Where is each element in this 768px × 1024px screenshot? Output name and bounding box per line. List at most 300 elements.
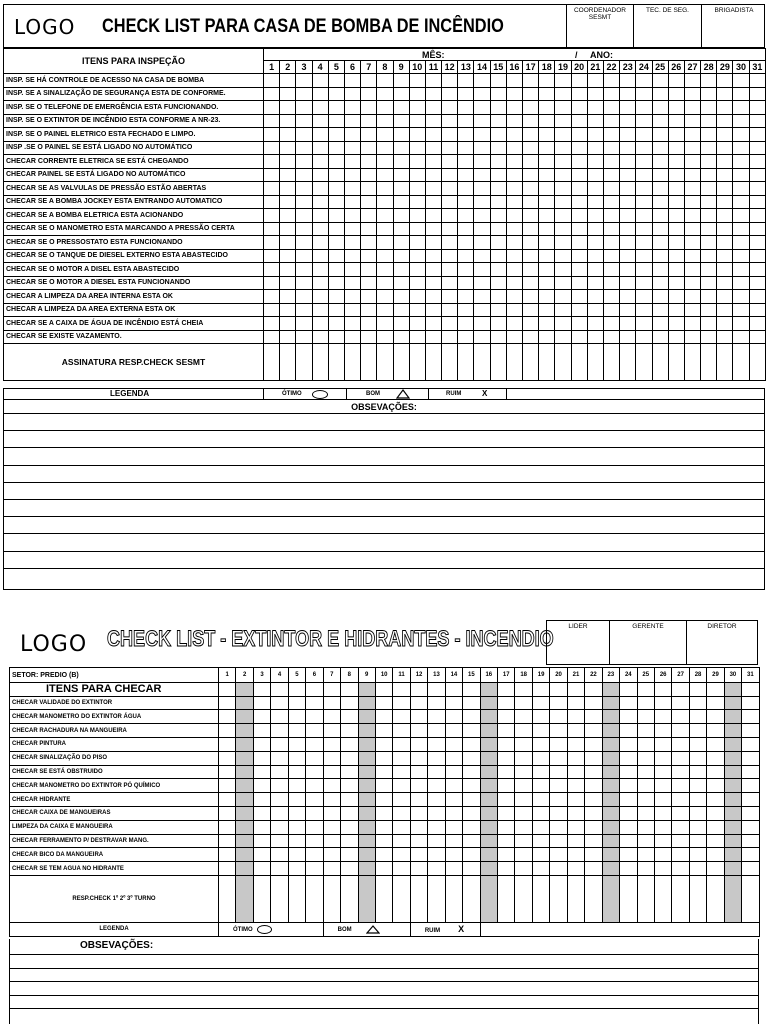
check-cell[interactable] [312,195,328,209]
check-cell[interactable] [668,87,684,101]
check-cell[interactable] [684,168,700,182]
check-cell[interactable] [620,209,636,223]
check-cell[interactable] [377,317,393,331]
check-cell[interactable] [425,101,441,115]
check-cell[interactable] [550,820,567,834]
signature-cell[interactable] [603,344,619,381]
check-cell[interactable] [498,806,515,820]
check-cell[interactable] [312,74,328,88]
check-cell[interactable] [445,834,462,848]
check-cell[interactable] [463,793,480,807]
check-cell[interactable] [328,330,344,344]
check-cell[interactable] [672,820,689,834]
signature-cell[interactable] [393,344,409,381]
check-cell[interactable] [358,765,375,779]
check-cell[interactable] [672,793,689,807]
observation-line[interactable] [4,516,764,517]
check-cell[interactable] [539,155,555,169]
observation-line[interactable] [9,954,759,955]
check-cell[interactable] [620,128,636,142]
check-cell[interactable] [490,222,506,236]
check-cell[interactable] [620,806,637,820]
check-cell[interactable] [410,820,427,834]
check-cell[interactable] [409,114,425,128]
check-cell[interactable] [620,737,637,751]
check-cell[interactable] [280,74,296,88]
check-cell[interactable] [587,290,603,304]
check-cell[interactable] [636,249,652,263]
check-cell[interactable] [620,290,636,304]
check-cell[interactable] [724,806,741,820]
observation-line[interactable] [9,981,759,982]
check-cell[interactable] [707,765,724,779]
check-cell[interactable] [603,128,619,142]
check-cell[interactable] [724,765,741,779]
check-cell[interactable] [668,195,684,209]
check-cell[interactable] [361,290,377,304]
check-cell[interactable] [361,330,377,344]
check-cell[interactable] [749,222,766,236]
check-cell[interactable] [620,249,636,263]
check-cell[interactable] [701,74,717,88]
check-cell[interactable] [733,209,749,223]
check-cell[interactable] [393,74,409,88]
check-cell[interactable] [312,182,328,196]
check-cell[interactable] [361,195,377,209]
check-cell[interactable] [264,236,280,250]
check-cell[interactable] [236,793,253,807]
check-cell[interactable] [328,168,344,182]
check-cell[interactable] [707,696,724,710]
check-cell[interactable] [620,276,636,290]
check-cell[interactable] [636,303,652,317]
check-cell[interactable] [532,806,549,820]
check-cell[interactable] [684,182,700,196]
check-cell[interactable] [654,710,671,724]
check-cell[interactable] [312,168,328,182]
check-cell[interactable] [328,290,344,304]
check-cell[interactable] [361,168,377,182]
signature-cell[interactable] [571,344,587,381]
check-cell[interactable] [550,724,567,738]
check-cell[interactable] [652,101,668,115]
check-cell[interactable] [312,128,328,142]
check-cell[interactable] [724,834,741,848]
check-cell[interactable] [749,141,766,155]
check-cell[interactable] [620,848,637,862]
check-cell[interactable] [555,303,571,317]
observation-line[interactable] [4,533,764,534]
check-cell[interactable] [523,209,539,223]
check-cell[interactable] [652,87,668,101]
signature-cell[interactable] [555,344,571,381]
check-cell[interactable] [707,862,724,876]
check-cell[interactable] [480,683,497,697]
check-cell[interactable] [689,834,706,848]
check-cell[interactable] [587,303,603,317]
check-cell[interactable] [684,249,700,263]
check-cell[interactable] [428,862,445,876]
check-cell[interactable] [602,820,619,834]
check-cell[interactable] [463,862,480,876]
check-cell[interactable] [571,87,587,101]
check-cell[interactable] [733,249,749,263]
check-cell[interactable] [620,862,637,876]
check-cell[interactable] [280,168,296,182]
check-cell[interactable] [652,155,668,169]
check-cell[interactable] [585,862,602,876]
check-cell[interactable] [312,141,328,155]
check-cell[interactable] [312,249,328,263]
check-cell[interactable] [742,765,759,779]
check-cell[interactable] [375,848,392,862]
check-cell[interactable] [288,710,305,724]
check-cell[interactable] [445,820,462,834]
check-cell[interactable] [717,330,733,344]
check-cell[interactable] [701,168,717,182]
check-cell[interactable] [717,168,733,182]
signature-box-lider[interactable]: LIDER [546,621,609,664]
check-cell[interactable] [377,222,393,236]
check-cell[interactable] [377,87,393,101]
check-cell[interactable] [724,737,741,751]
check-cell[interactable] [425,290,441,304]
check-cell[interactable] [377,141,393,155]
signature-cell[interactable] [620,344,636,381]
check-cell[interactable] [637,696,654,710]
check-cell[interactable] [288,696,305,710]
check-cell[interactable] [498,848,515,862]
check-cell[interactable] [253,683,270,697]
check-cell[interactable] [480,834,497,848]
signature-cell[interactable] [506,344,522,381]
check-cell[interactable] [555,249,571,263]
check-cell[interactable] [442,141,458,155]
check-cell[interactable] [506,195,522,209]
check-cell[interactable] [219,793,236,807]
check-cell[interactable] [636,168,652,182]
check-cell[interactable] [571,303,587,317]
check-cell[interactable] [296,168,312,182]
check-cell[interactable] [219,751,236,765]
check-cell[interactable] [749,128,766,142]
check-cell[interactable] [463,820,480,834]
check-cell[interactable] [620,141,636,155]
check-cell[interactable] [717,141,733,155]
check-cell[interactable] [620,765,637,779]
signature-cell[interactable] [515,875,532,922]
check-cell[interactable] [749,330,766,344]
check-cell[interactable] [361,128,377,142]
check-cell[interactable] [636,236,652,250]
check-cell[interactable] [555,195,571,209]
check-cell[interactable] [328,128,344,142]
signature-cell[interactable] [393,875,410,922]
check-cell[interactable] [620,330,636,344]
check-cell[interactable] [707,848,724,862]
check-cell[interactable] [742,751,759,765]
check-cell[interactable] [684,303,700,317]
check-cell[interactable] [264,222,280,236]
observation-line[interactable] [4,499,764,500]
check-cell[interactable] [602,765,619,779]
check-cell[interactable] [506,222,522,236]
check-cell[interactable] [637,751,654,765]
check-cell[interactable] [409,209,425,223]
check-cell[interactable] [328,155,344,169]
check-cell[interactable] [603,209,619,223]
check-cell[interactable] [587,168,603,182]
check-cell[interactable] [620,222,636,236]
check-cell[interactable] [271,696,288,710]
check-cell[interactable] [280,101,296,115]
check-cell[interactable] [409,168,425,182]
signature-cell[interactable] [271,875,288,922]
check-cell[interactable] [550,710,567,724]
check-cell[interactable] [707,793,724,807]
check-cell[interactable] [672,806,689,820]
check-cell[interactable] [523,222,539,236]
check-cell[interactable] [652,330,668,344]
check-cell[interactable] [458,303,474,317]
check-cell[interactable] [344,195,360,209]
check-cell[interactable] [555,141,571,155]
check-cell[interactable] [636,101,652,115]
check-cell[interactable] [236,765,253,779]
check-cell[interactable] [515,862,532,876]
check-cell[interactable] [280,317,296,331]
check-cell[interactable] [707,724,724,738]
signature-box-diretor[interactable]: DIRETOR [686,621,757,664]
check-cell[interactable] [668,236,684,250]
check-cell[interactable] [341,862,358,876]
check-cell[interactable] [236,696,253,710]
signature-cell[interactable] [288,875,305,922]
check-cell[interactable] [393,182,409,196]
check-cell[interactable] [539,128,555,142]
check-cell[interactable] [361,236,377,250]
signature-cell[interactable] [341,875,358,922]
check-cell[interactable] [341,751,358,765]
check-cell[interactable] [620,779,637,793]
check-cell[interactable] [567,696,584,710]
check-cell[interactable] [602,806,619,820]
check-cell[interactable] [306,862,323,876]
check-cell[interactable] [636,317,652,331]
check-cell[interactable] [749,317,766,331]
check-cell[interactable] [344,222,360,236]
check-cell[interactable] [490,155,506,169]
check-cell[interactable] [523,155,539,169]
check-cell[interactable] [523,87,539,101]
check-cell[interactable] [428,710,445,724]
check-cell[interactable] [458,249,474,263]
check-cell[interactable] [458,87,474,101]
check-cell[interactable] [555,290,571,304]
check-cell[interactable] [442,249,458,263]
check-cell[interactable] [344,182,360,196]
check-cell[interactable] [253,765,270,779]
check-cell[interactable] [393,263,409,277]
check-cell[interactable] [480,793,497,807]
check-cell[interactable] [555,182,571,196]
check-cell[interactable] [749,209,766,223]
check-cell[interactable] [539,114,555,128]
signature-cell[interactable] [724,875,741,922]
check-cell[interactable] [587,263,603,277]
check-cell[interactable] [393,303,409,317]
check-cell[interactable] [620,263,636,277]
check-cell[interactable] [498,737,515,751]
check-cell[interactable] [253,710,270,724]
check-cell[interactable] [724,724,741,738]
check-cell[interactable] [637,779,654,793]
check-cell[interactable] [219,848,236,862]
check-cell[interactable] [253,806,270,820]
observation-line[interactable] [4,568,764,569]
check-cell[interactable] [296,101,312,115]
check-cell[interactable] [717,182,733,196]
check-cell[interactable] [323,806,340,820]
check-cell[interactable] [668,141,684,155]
check-cell[interactable] [506,155,522,169]
check-cell[interactable] [361,222,377,236]
check-cell[interactable] [442,209,458,223]
check-cell[interactable] [361,182,377,196]
check-cell[interactable] [523,317,539,331]
check-cell[interactable] [539,222,555,236]
check-cell[interactable] [442,195,458,209]
check-cell[interactable] [425,317,441,331]
check-cell[interactable] [341,683,358,697]
check-cell[interactable] [312,317,328,331]
check-cell[interactable] [410,724,427,738]
check-cell[interactable] [654,820,671,834]
check-cell[interactable] [587,87,603,101]
check-cell[interactable] [555,155,571,169]
check-cell[interactable] [490,263,506,277]
check-cell[interactable] [474,303,490,317]
check-cell[interactable] [463,710,480,724]
signature-cell[interactable] [323,875,340,922]
check-cell[interactable] [652,182,668,196]
check-cell[interactable] [474,182,490,196]
signature-cell[interactable] [498,875,515,922]
check-cell[interactable] [506,303,522,317]
check-cell[interactable] [555,74,571,88]
check-cell[interactable] [323,765,340,779]
check-cell[interactable] [587,195,603,209]
check-cell[interactable] [280,303,296,317]
check-cell[interactable] [480,862,497,876]
check-cell[interactable] [532,710,549,724]
check-cell[interactable] [445,696,462,710]
check-cell[interactable] [539,168,555,182]
check-cell[interactable] [515,683,532,697]
check-cell[interactable] [555,276,571,290]
check-cell[interactable] [620,101,636,115]
check-cell[interactable] [498,724,515,738]
check-cell[interactable] [480,779,497,793]
check-cell[interactable] [288,848,305,862]
check-cell[interactable] [341,834,358,848]
check-cell[interactable] [410,793,427,807]
check-cell[interactable] [323,834,340,848]
check-cell[interactable] [637,793,654,807]
observation-line[interactable] [9,968,759,969]
check-cell[interactable] [498,862,515,876]
check-cell[interactable] [442,101,458,115]
check-cell[interactable] [571,141,587,155]
check-cell[interactable] [409,128,425,142]
signature-cell[interactable] [637,875,654,922]
check-cell[interactable] [724,793,741,807]
signature-cell[interactable] [620,875,637,922]
check-cell[interactable] [515,820,532,834]
check-cell[interactable] [296,236,312,250]
signature-cell[interactable] [428,875,445,922]
check-cell[interactable] [361,141,377,155]
check-cell[interactable] [717,290,733,304]
check-cell[interactable] [523,114,539,128]
observation-line[interactable] [4,413,764,414]
check-cell[interactable] [587,128,603,142]
check-cell[interactable] [684,195,700,209]
check-cell[interactable] [532,862,549,876]
check-cell[interactable] [587,222,603,236]
check-cell[interactable] [377,195,393,209]
check-cell[interactable] [668,263,684,277]
check-cell[interactable] [724,710,741,724]
check-cell[interactable] [585,848,602,862]
check-cell[interactable] [393,317,409,331]
check-cell[interactable] [668,168,684,182]
check-cell[interactable] [323,724,340,738]
check-cell[interactable] [654,765,671,779]
check-cell[interactable] [410,862,427,876]
check-cell[interactable] [620,317,636,331]
check-cell[interactable] [264,303,280,317]
check-cell[interactable] [344,155,360,169]
check-cell[interactable] [458,209,474,223]
check-cell[interactable] [341,806,358,820]
check-cell[interactable] [532,737,549,751]
check-cell[interactable] [603,168,619,182]
check-cell[interactable] [393,101,409,115]
check-cell[interactable] [393,155,409,169]
check-cell[interactable] [425,330,441,344]
check-cell[interactable] [603,317,619,331]
signature-cell[interactable] [463,875,480,922]
check-cell[interactable] [571,155,587,169]
check-cell[interactable] [749,195,766,209]
check-cell[interactable] [253,862,270,876]
check-cell[interactable] [236,834,253,848]
check-cell[interactable] [463,765,480,779]
check-cell[interactable] [636,263,652,277]
check-cell[interactable] [587,249,603,263]
signature-cell[interactable] [328,344,344,381]
check-cell[interactable] [296,317,312,331]
check-cell[interactable] [724,683,741,697]
check-cell[interactable] [550,696,567,710]
check-cell[interactable] [271,710,288,724]
check-cell[interactable] [636,155,652,169]
check-cell[interactable] [328,303,344,317]
check-cell[interactable] [532,696,549,710]
check-cell[interactable] [749,276,766,290]
check-cell[interactable] [602,834,619,848]
